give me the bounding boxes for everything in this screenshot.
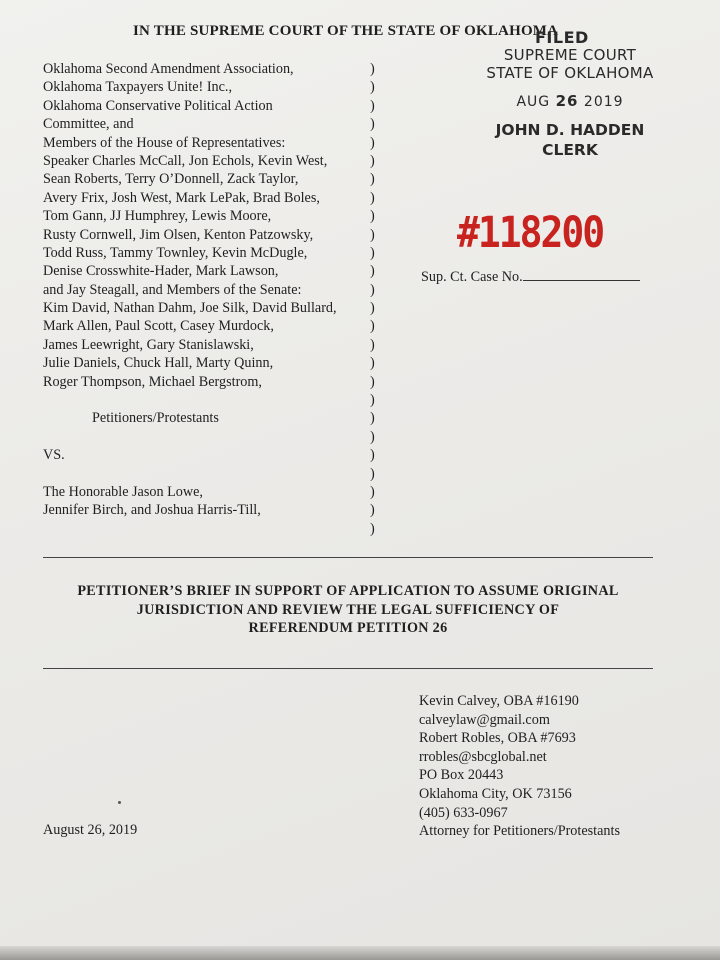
brief-title-line: REFERENDUM PETITION 26 [248,620,448,636]
caption-paren: ) [370,97,375,114]
stamp-date-year: 2019 [583,94,624,110]
caption-paren: ) [370,355,375,372]
counsel-name: Kevin Calvey, OBA #16190 [419,693,579,709]
party-line: Oklahoma Second Amendment Association, [43,61,294,77]
party-line: Committee, and [43,116,134,133]
caption-paren: ) [370,300,375,317]
party-line: James Leewright, Gary Stanislawski, [43,336,254,353]
caption-paren: ) [370,373,375,390]
caption-paren: ) [370,171,375,188]
respondent-line: The Honorable Jason Lowe, [43,483,203,500]
caption-paren: ) [370,79,375,96]
paper-speck [118,801,121,804]
caption-paren: ) [370,318,375,335]
court-heading: IN THE SUPREME COURT OF THE STATE OF OKLAHOMA [133,23,559,39]
party-line: Roger Thompson, Michael Bergstrom, [43,373,262,390]
counsel-name: Robert Robles, OBA #7693 [419,730,576,747]
respondent-line: Jennifer Birch, and Joshua Harris-Till, [43,502,261,519]
caption-paren: ) [370,208,375,225]
caption-paren: ) [370,281,375,298]
caption-paren: ) [370,410,375,427]
caption-paren: ) [370,447,375,464]
party-line: Sean Roberts, Terry O’Donnell, Zack Taylor, [43,171,299,188]
party-line: Tom Gann, JJ Humphrey, Lewis Moore, [43,208,272,225]
stamp-date [465,92,675,110]
paper-edge-shadow [0,946,720,960]
caption-parentheses [370,60,375,538]
caption-paren: ) [370,263,375,280]
divider-top [43,557,653,558]
party-line: Rusty Cornwell, Jim Olsen, Kenton Patzowsky, [43,226,314,243]
case-number-blank [523,266,640,281]
counsel-address: PO Box 20443 [419,767,504,784]
caption-paren: ) [370,134,375,151]
caption-paren: ) [370,61,375,77]
counsel-block [419,692,620,841]
counsel-email: calveylaw@gmail.com [419,711,550,728]
party-line: Speaker Charles McCall, Jon Echols, Kevin West, [43,152,328,169]
divider-bottom [43,668,653,669]
stamp-clerk-name: JOHN D. HADDEN [495,121,645,139]
party-line: Todd Russ, Tammy Townley, Kevin McDugle, [43,244,308,261]
parties-block [43,60,343,520]
filing-date: August 26, 2019 [43,822,138,838]
party-line: Kim David, Nathan Dahm, Joe Silk, David Bullard, [43,300,337,317]
caption-paren: ) [370,428,375,445]
counsel-role: Attorney for Petitioners/Protestants [419,823,620,840]
party-line: Julie Daniels, Chuck Hall, Marty Quinn, [43,355,274,372]
party-line: Oklahoma Taxpayers Unite! Inc., [43,79,233,96]
brief-title-line: PETITIONER’S BRIEF IN SUPPORT OF APPLICATION TO ASSUME ORIGINAL [77,583,619,599]
petitioner-role: Petitioners/Protestants [92,410,219,427]
stamp-state: STATE OF OKLAHOMA [486,64,654,82]
stamp-filed: FILED [535,28,589,47]
caption-paren: ) [370,189,375,206]
caption-paren: ) [370,392,375,409]
brief-title-line: JURISDICTION AND REVIEW THE LEGAL SUFFICIENCY OF [136,601,560,618]
party-line: Denise Crosswhite-Hader, Mark Lawson, [43,263,279,280]
party-line: Mark Allen, Paul Scott, Casey Murdock, [43,318,274,335]
brief-title [43,582,653,638]
versus-label: VS. [43,447,65,464]
stamp-date-month: AUG [516,94,551,110]
caption-paren: ) [370,116,375,133]
caption-paren: ) [370,520,375,537]
party-line: Avery Frix, Josh West, Mark LePak, Brad Boles, [43,189,320,206]
counsel-phone: (405) 633-0967 [419,804,508,821]
caption-paren: ) [370,244,375,261]
caption-paren: ) [370,226,375,243]
stamp-date-day: 26 [555,92,579,110]
party-line: Members of the House of Representatives: [43,134,286,151]
counsel-address: Oklahoma City, OK 73156 [419,785,572,802]
caption-paren: ) [370,465,375,482]
caption-paren: ) [370,336,375,353]
case-number-stamp: #118200 [457,208,604,258]
caption-paren: ) [370,502,375,519]
party-line: Oklahoma Conservative Political Action [43,97,273,114]
party-line: and Jay Steagall, and Members of the Senate: [43,281,302,298]
stamp-clerk-title: CLERK [542,141,598,159]
case-number-field [421,266,640,286]
case-number-label: Sup. Ct. Case No. [421,269,523,285]
caption-paren: ) [370,483,375,500]
caption-paren: ) [370,152,375,169]
counsel-email: rrobles@sbcglobal.net [419,748,547,765]
stamp-court: SUPREME COURT [503,46,637,64]
